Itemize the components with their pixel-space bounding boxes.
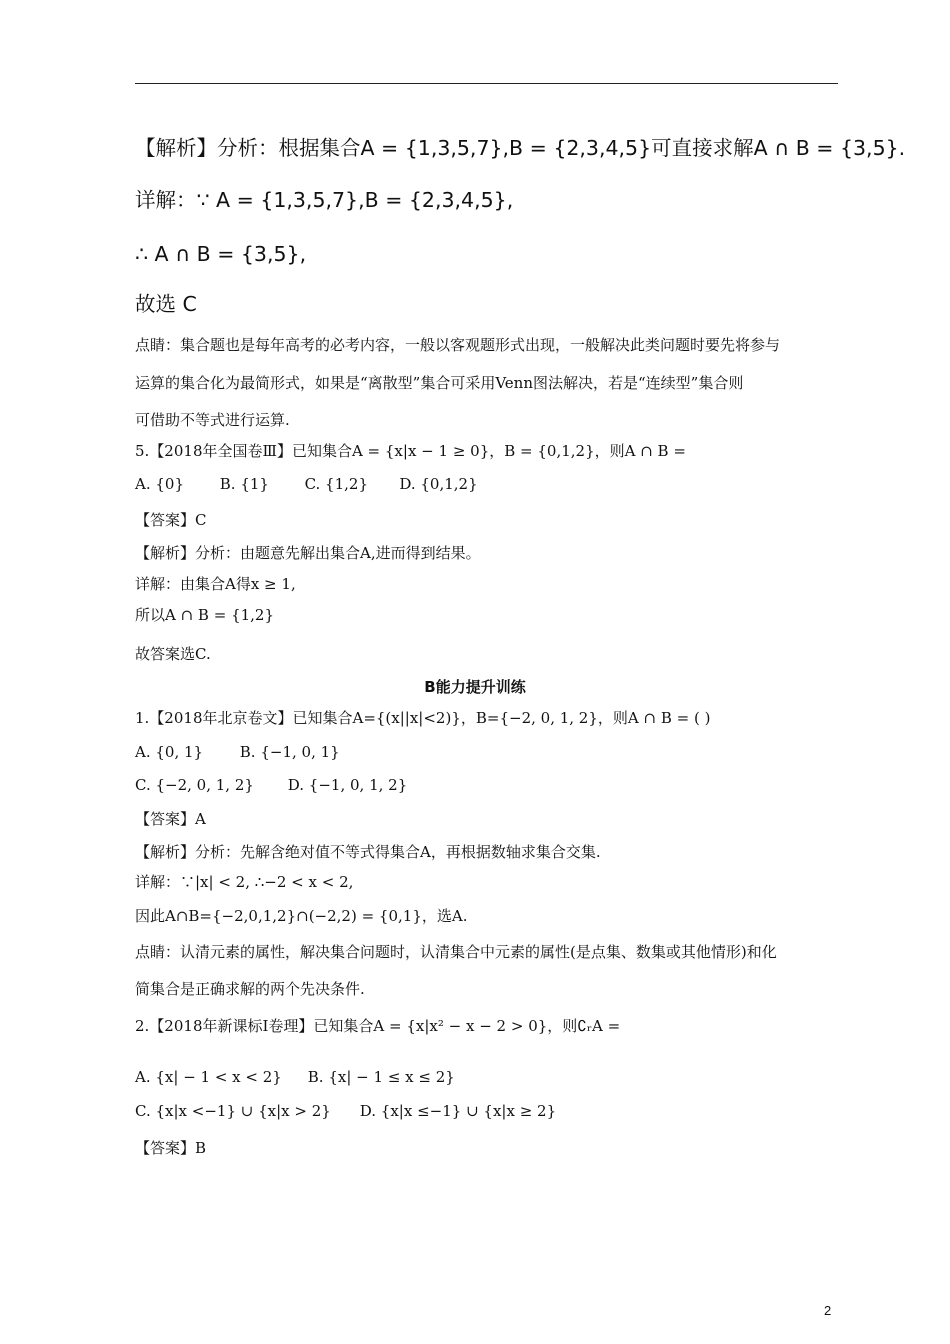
b1-answer: 【答案】A bbox=[135, 810, 206, 828]
b2-options-row-1 bbox=[135, 1067, 455, 1087]
b2-option-a: A. {x| − 1 < x < 2} bbox=[135, 1068, 282, 1086]
page-number: 2 bbox=[824, 1303, 832, 1318]
b2-options-row-2 bbox=[135, 1101, 556, 1121]
solution-analysis: 【解析】分析：根据集合A = {1,3,5,7},B = {2,3,4,5}可直接求解A ∩ B = {3,5}. bbox=[135, 136, 906, 160]
solution-therefore: ∴ A ∩ B = {3,5}, bbox=[135, 242, 307, 266]
b1-analysis: 【解析】分析：先解含绝对值不等式得集合A，再根据数轴求集合交集. bbox=[135, 843, 601, 861]
b1-note-1: 点睛：认清元素的属性，解决集合问题时，认清集合中元素的属性(是点集、数集或其他情形)和化 bbox=[135, 943, 777, 961]
b1-option-a: A. {0, 1} bbox=[135, 743, 204, 761]
q5-detail-2: 所以A ∩ B = {1,2} bbox=[135, 606, 275, 624]
note-line-1: 点睛：集合题也是每年高考的必考内容，一般以客观题形式出现，一般解决此类问题时要先将参与 bbox=[135, 336, 781, 354]
b1-options-row-2 bbox=[135, 775, 407, 795]
b1-detail-1: 详解：∵|x| < 2, ∴−2 < x < 2, bbox=[135, 873, 354, 891]
b2-answer: 【答案】B bbox=[135, 1139, 207, 1157]
q5-option-d: D. {0,1,2} bbox=[399, 475, 478, 493]
b2-stem: 2.【2018年新课标I卷理】已知集合A = {x|x² − x − 2 > 0}，则∁ᵣA = bbox=[135, 1017, 621, 1035]
b2-option-b: B. {x| − 1 ≤ x ≤ 2} bbox=[307, 1068, 455, 1086]
b1-options-row-1 bbox=[135, 742, 340, 762]
b1-option-b: B. {−1, 0, 1} bbox=[239, 743, 340, 761]
b1-option-d: D. {−1, 0, 1, 2} bbox=[287, 776, 408, 794]
q5-analysis: 【解析】分析：由题意先解出集合A,进而得到结果。 bbox=[135, 544, 481, 562]
q5-option-a: A. {0} bbox=[135, 475, 184, 493]
b1-option-c: C. {−2, 0, 1, 2} bbox=[135, 776, 254, 794]
q5-option-c: C. {1,2} bbox=[304, 475, 368, 493]
note-line-2: 运算的集合化为最简形式，如果是“离散型”集合可采用Venn图法解决，若是“连续型”集合则 bbox=[135, 374, 744, 392]
note-line-3: 可借助不等式进行运算. bbox=[135, 411, 290, 429]
section-title: B能力提升训练 bbox=[424, 678, 526, 696]
q5-option-b: B. {1} bbox=[219, 475, 269, 493]
b2-option-d: D. {x|x ≤−1} ∪ {x|x ≥ 2} bbox=[359, 1102, 557, 1120]
b2-option-c: C. {x|x <−1} ∪ {x|x > 2} bbox=[135, 1102, 331, 1120]
q5-answer: 【答案】C bbox=[135, 511, 207, 529]
solution-choice: 故选 C bbox=[135, 292, 197, 316]
solution-detail: 详解：∵ A = {1,3,5,7},B = {2,3,4,5}, bbox=[135, 188, 514, 212]
header-rule bbox=[135, 83, 838, 84]
q5-detail-1: 详解：由集合A得x ≥ 1, bbox=[135, 575, 296, 593]
q5-stem: 5.【2018年全国卷Ⅲ】已知集合A = {x|x − 1 ≥ 0}，B = {0,1,2}，则A ∩ B = bbox=[135, 442, 686, 460]
b1-detail-2: 因此A∩B={−2,0,1,2}∩(−2,2) = {0,1}，选A. bbox=[135, 907, 468, 925]
b1-note-2: 简集合是正确求解的两个先决条件. bbox=[135, 980, 365, 998]
q5-detail-3: 故答案选C. bbox=[135, 645, 211, 663]
b1-stem: 1.【2018年北京卷文】已知集合A={(x||x|<2)}，B={−2, 0, 1, 2}，则A ∩ B = ( ) bbox=[135, 709, 711, 727]
q5-options bbox=[135, 474, 478, 494]
